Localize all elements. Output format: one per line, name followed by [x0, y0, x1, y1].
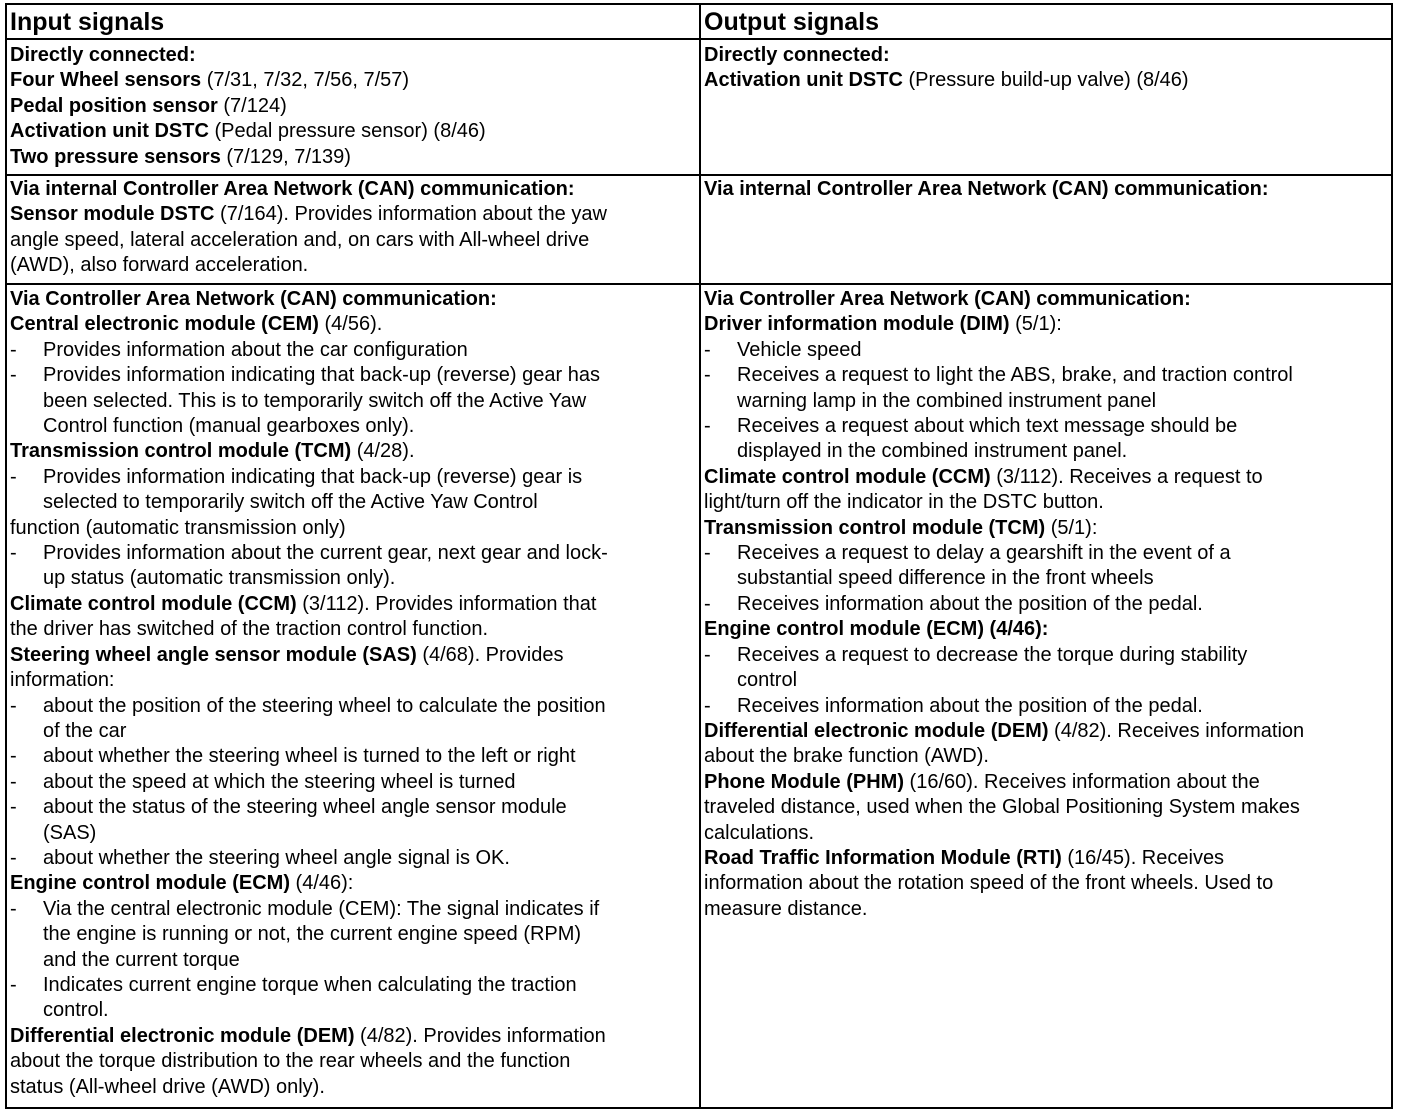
list-item: Two pressure sensors (7/129, 7/139)	[10, 145, 351, 168]
module-heading: Differential electronic module (DEM) (4/82). Provides information	[10, 1024, 606, 1047]
bullet-continuation: function (automatic transmission only)	[10, 516, 346, 539]
paragraph-line: about the brake function (AWD).	[704, 745, 989, 768]
paragraph-line: light/turn off the indicator in the DSTC button.	[704, 491, 1104, 514]
bullet-item: - about the status of the steering wheel angle sensor module (SAS)	[10, 796, 567, 844]
bullet-item: - Provides information about the current gear, next gear and lock- up status (automatic transmission only).	[10, 542, 608, 590]
module-heading: Engine control module (ECM) (4/46):	[704, 618, 1049, 641]
bullet-item: - about whether the steering wheel angle signal is OK.	[10, 846, 510, 869]
paragraph-line: (AWD), also forward acceleration.	[10, 254, 309, 277]
module-heading: Climate control module (CCM) (3/112). Provides information that	[10, 592, 597, 615]
bullet-item: - Provides information indicating that back-up (reverse) gear is selected to temporarily switch off the Active Yaw Control	[10, 465, 583, 514]
bullet-item: - about the position of the steering wheel to calculate the position of the car	[10, 694, 606, 742]
header-divider	[7, 38, 1391, 40]
row2-divider	[7, 283, 1391, 285]
paragraph-line: angle speed, lateral acceleration and, on cars with All-wheel drive	[10, 228, 590, 251]
bullet-item: - Receives a request to light the ABS, brake, and traction control warning lamp in the combined instrument panel	[704, 364, 1293, 412]
list-item: Activation unit DSTC (Pedal pressure sensor) (8/46)	[10, 120, 486, 143]
cell-title: Via Controller Area Network (CAN) communication:	[10, 288, 497, 310]
row1-output-cell	[704, 43, 1390, 94]
module-heading: Transmission control module (TCM) (4/28).	[10, 440, 415, 463]
paragraph-line: measure distance.	[704, 897, 868, 920]
module-heading: Climate control module (CCM) (3/112). Receives a request to	[704, 465, 1263, 488]
module-heading: Central electronic module (CEM) (4/56).	[10, 313, 383, 336]
module-heading: Phone Module (PHM) (16/60). Receives information about the	[704, 770, 1260, 793]
bullet-item: - Receives information about the position of the pedal.	[704, 592, 1203, 615]
bullet-item: - Vehicle speed	[704, 338, 862, 361]
paragraph-line: traveled distance, used when the Global Positioning System makes	[704, 796, 1300, 819]
signals-table	[5, 3, 1393, 1109]
bullet-item: - about the speed at which the steering wheel is turned	[10, 770, 516, 793]
cell-title: Directly connected:	[704, 44, 890, 66]
paragraph-line: Sensor module DSTC (7/164). Provides information about the yaw	[10, 203, 607, 226]
column-divider	[699, 5, 701, 1107]
list-item: Pedal position sensor (7/124)	[10, 94, 287, 117]
cell-title: Directly connected:	[10, 44, 196, 66]
input-signals-header: Input signals	[10, 8, 165, 36]
paragraph-line: status (All-wheel drive (AWD) only).	[10, 1075, 325, 1098]
list-item: Four Wheel sensors (7/31, 7/32, 7/56, 7/57)	[10, 69, 410, 92]
row1-input-cell	[10, 43, 696, 170]
paragraph-line: information about the rotation speed of the front wheels. Used to	[704, 872, 1274, 895]
paragraph-line: calculations.	[704, 821, 815, 844]
row1-divider	[7, 174, 1391, 176]
bullet-item: - Provides information indicating that back-up (reverse) gear has been selected. This is to temporarily switch off the Active Yaw Control function (manual gearboxes only).	[10, 364, 600, 438]
cell-title: Via internal Controller Area Network (CAN) communication:	[10, 178, 575, 200]
cell-title: Via Controller Area Network (CAN) communication:	[704, 288, 1191, 310]
row3-input-cell	[10, 287, 696, 1100]
paragraph-line: the driver has switched of the traction control function.	[10, 618, 489, 641]
list-item: Activation unit DSTC (Pressure build-up valve) (8/46)	[704, 69, 1189, 92]
cell-title: Via internal Controller Area Network (CAN) communication:	[704, 178, 1269, 200]
module-heading: Differential electronic module (DEM) (4/82). Receives information	[704, 719, 1305, 742]
paragraph-line: about the torque distribution to the rear wheels and the function	[10, 1050, 571, 1073]
bullet-item: - Receives a request to delay a gearshift in the event of a substantial speed difference in the front wheels	[704, 542, 1231, 590]
module-heading: Transmission control module (TCM) (5/1):	[704, 516, 1098, 539]
bullet-item: - Provides information about the car configuration	[10, 338, 468, 361]
bullet-item: - about whether the steering wheel is turned to the left or right	[10, 745, 576, 768]
row2-input-cell	[10, 177, 696, 279]
module-heading: Driver information module (DIM) (5/1):	[704, 313, 1062, 336]
bullet-item: - Indicates current engine torque when calculating the traction control.	[10, 973, 577, 1022]
bullet-item: - Receives a request about which text message should be displayed in the combined instrument panel.	[704, 415, 1238, 463]
paragraph-line: information:	[10, 669, 115, 692]
bullet-item: - Via the central electronic module (CEM): The signal indicates if the engine is running or not, the current engine speed (RPM) and the current torque	[10, 897, 600, 971]
bullet-item: - Receives a request to decrease the torque during stability control	[704, 643, 1248, 692]
module-heading: Road Traffic Information Module (RTI) (16/45). Receives	[704, 846, 1225, 869]
bullet-item: - Receives information about the position of the pedal.	[704, 694, 1203, 717]
row2-output-cell	[704, 177, 1390, 202]
module-heading: Steering wheel angle sensor module (SAS) (4/68). Provides	[10, 643, 564, 666]
output-signals-header: Output signals	[704, 8, 879, 36]
row3-output-cell	[704, 287, 1390, 922]
module-heading: Engine control module (ECM) (4/46):	[10, 872, 354, 895]
